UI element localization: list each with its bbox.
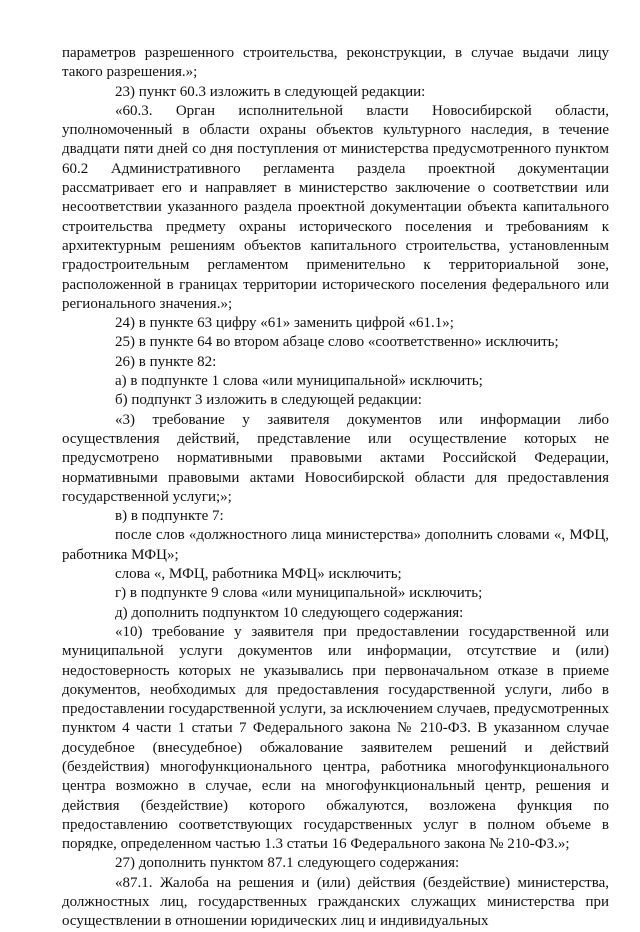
paragraph-4: 24) в пункте 63 цифру «61» заменить цифрой «61.1»;: [115, 315, 454, 332]
paragraph-7: а) в подпункте 1 слова «или муниципальной» исключить;: [115, 373, 483, 390]
paragraph-5: 25) в пункте 64 во втором абзаце слово «соответственно» исключить;: [115, 334, 559, 351]
paragraph-13: г) в подпункте 9 слова «или муниципальной» исключить;: [115, 585, 483, 602]
document-page: [62, 44, 609, 932]
paragraph-9: «3) требование у заявителя документов или информации либо осуществления действий, представление или осуществление которых не предусмотрено нормативными правовыми актами Российской Федерации, нормативными правовыми актами Новосибирской области для предоставления государственной услуги;»;: [62, 411, 609, 505]
paragraph-11: после слов «должностного лица министерства» дополнить словами «, МФЦ, работника МФЦ»;: [62, 527, 609, 563]
paragraph-6: 26) в пункте 82:: [115, 353, 217, 370]
paragraph-8: б) подпункт 3 изложить в следующей редакции:: [115, 392, 422, 409]
paragraph-1: параметров разрешенного строительства, реконструкции, в случае выдачи лицу такого разрешения.»;: [62, 45, 609, 81]
paragraph-2: 23) пункт 60.3 изложить в следующей редакции:: [115, 83, 426, 100]
paragraph-10: в) в подпункте 7:: [115, 508, 224, 525]
paragraph-17: «87.1. Жалоба на решения и (или) действия (бездействие) министерства, должностных лиц, государственных гражданских служащих министерства при осуществлении в отношении юридических лиц и индивидуальных: [62, 874, 609, 930]
paragraph-14: д) дополнить подпунктом 10 следующего содержания:: [115, 604, 464, 621]
paragraph-12: слова «, МФЦ, работника МФЦ» исключить;: [115, 566, 402, 583]
paragraph-3: «60.3. Орган исполнительной власти Новосибирской области, уполномоченный в области охраны объектов культурного наследия, в течение двадцати пяти дней со дня поступления от министерства предусмотренного пунктом 60.2 Административного регламента раздела проектной документации рассматривает его и направляет в министерство заключение о соответствии или несоответствии указанного раздела проектной документации объекта капитального строительства предмету охраны исторического поселения и требованиям к архитектурным решениям объектов капитального строительства, установленным градостроительным регламентом применительно к территориальной зоне, расположенной в границах территории исторического поселения федерального или регионального значения.»;: [62, 102, 609, 312]
paragraph-15: «10) требование у заявителя при предоставлении государственной или муниципальной услуги документов или информации, отсутствие и (или) недостоверность которых не указывались при первоначальном отказе в приеме документов, необходимых для предоставления государственной услуги, либо в предоставлении государственной услуги, за исключением случаев, предусмотренных пунктом 4 части 1 статьи 7 Федерального закона № 210-ФЗ. В указанном случае досудебное (внесудебное) обжалование заявителем решений и действий (бездействия) многофункционального центра, работника многофункционального центра возможно в случае, если на многофункциональный центр, решения и действия (бездействие) которого обжалуются, возложена функция по предоставлению соответствующих государственных услуг в полном объеме в порядке, определенном частью 1.3 статьи 16 Федерального закона № 210-ФЗ.»;: [62, 623, 609, 853]
paragraph-16: 27) дополнить пунктом 87.1 следующего содержания:: [115, 855, 460, 872]
